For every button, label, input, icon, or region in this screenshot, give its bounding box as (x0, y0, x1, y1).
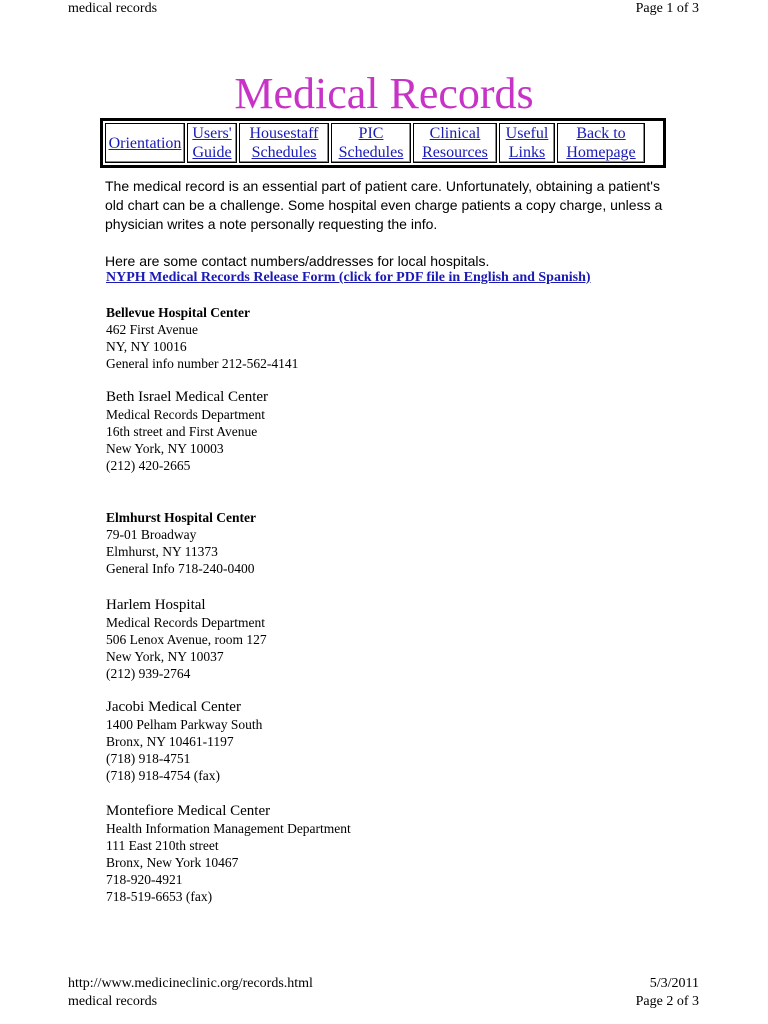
nav-label: Links (508, 144, 546, 161)
fax-line: (718) 918-4754 (fax) (106, 768, 220, 783)
address-line: Elmhurst, NY 11373 (106, 544, 218, 559)
nav-label: Clinical (429, 125, 481, 142)
phone-line: (212) 420-2665 (106, 458, 191, 473)
hospital-entry (106, 698, 262, 784)
contacts-intro: Here are some contact numbers/addresses for local hospitals. (105, 253, 490, 269)
header-page-number: Page 1 of 3 (635, 1, 699, 16)
nav-label: Housestaff (249, 125, 319, 142)
department-line: Health Information Management Department (106, 821, 351, 836)
nav-label: Users' (192, 125, 232, 142)
phone-line: General Info 718-240-0400 (106, 561, 255, 576)
fax-line: 718-519-6653 (fax) (106, 889, 213, 904)
nav-pic-schedules-link[interactable] (331, 123, 411, 163)
address-line: 79-01 Broadway (106, 527, 197, 542)
footer-url: http://www.medicineclinic.org/records.html (68, 976, 313, 991)
hospital-name: Bellevue Hospital Center (106, 305, 250, 320)
address-line: 111 East 210th street (106, 838, 219, 853)
nav-clinical-resources-link[interactable] (413, 123, 497, 163)
nav-label: Schedules (338, 144, 404, 161)
address-line: New York, NY 10037 (106, 649, 224, 664)
hospital-entry (106, 596, 267, 682)
department-line: Medical Records Department (106, 615, 265, 630)
address-line: 506 Lenox Avenue, room 127 (106, 632, 267, 647)
nav-label: Orientation (108, 134, 182, 152)
hospital-name: Beth Israel Medical Center (106, 389, 269, 405)
nav-users-guide-link[interactable] (187, 123, 237, 163)
nav-label: PIC (358, 125, 384, 142)
footer-date: 5/3/2011 (649, 976, 699, 991)
address-line: 462 First Avenue (106, 322, 198, 337)
address-line: 16th street and First Avenue (106, 424, 258, 439)
hospital-entry (106, 802, 351, 905)
address-line: Bronx, New York 10467 (106, 855, 239, 870)
hospital-name: Montefiore Medical Center (106, 803, 271, 819)
address-line: NY, NY 10016 (106, 339, 187, 354)
nav-label: Homepage (566, 144, 636, 161)
phone-line: 718-920-4921 (106, 872, 183, 887)
hospital-name: Jacobi Medical Center (106, 699, 241, 715)
phone-line: (718) 918-4751 (106, 751, 191, 766)
nav-label: Resources (422, 144, 488, 161)
phone-line: General info number 212-562-4141 (106, 356, 299, 371)
nav-label: Useful (505, 125, 549, 142)
nav-table (100, 118, 666, 168)
nav-label: Back to (576, 125, 626, 142)
intro-paragraph: The medical record is an essential part of patient care. Unfortunately, obtaining a patient's old chart can be a challenge. Some hospital even charge patients a copy charge, unless a physician writes a note personally requesting the info. (105, 178, 663, 232)
nav-orientation-link[interactable] (105, 123, 185, 163)
hospital-name: Elmhurst Hospital Center (106, 510, 256, 525)
header-title: medical records (68, 1, 158, 16)
nav-label: Guide (192, 144, 232, 161)
address-line: Bronx, NY 10461-1197 (106, 734, 234, 749)
footer-title: medical records (68, 994, 158, 1009)
nav-label: Schedules (251, 144, 317, 161)
hospital-name: Harlem Hospital (106, 597, 206, 613)
nav-back-to-homepage-link[interactable] (557, 123, 645, 163)
hospital-entry (106, 304, 298, 372)
page-title: Medical Records (234, 69, 534, 118)
release-form-link[interactable]: NYPH Medical Records Release Form (click for PDF file in English and Spanish) (106, 270, 591, 285)
nav-housestaff-schedules-link[interactable] (239, 123, 329, 163)
hospital-entry (106, 509, 256, 577)
footer-page-number: Page 2 of 3 (635, 994, 699, 1009)
phone-line: (212) 939-2764 (106, 666, 191, 681)
department-line: Medical Records Department (106, 407, 265, 422)
address-line: 1400 Pelham Parkway South (106, 717, 263, 732)
hospital-entry (106, 388, 268, 474)
address-line: New York, NY 10003 (106, 441, 224, 456)
nav-useful-links-link[interactable] (499, 123, 555, 163)
